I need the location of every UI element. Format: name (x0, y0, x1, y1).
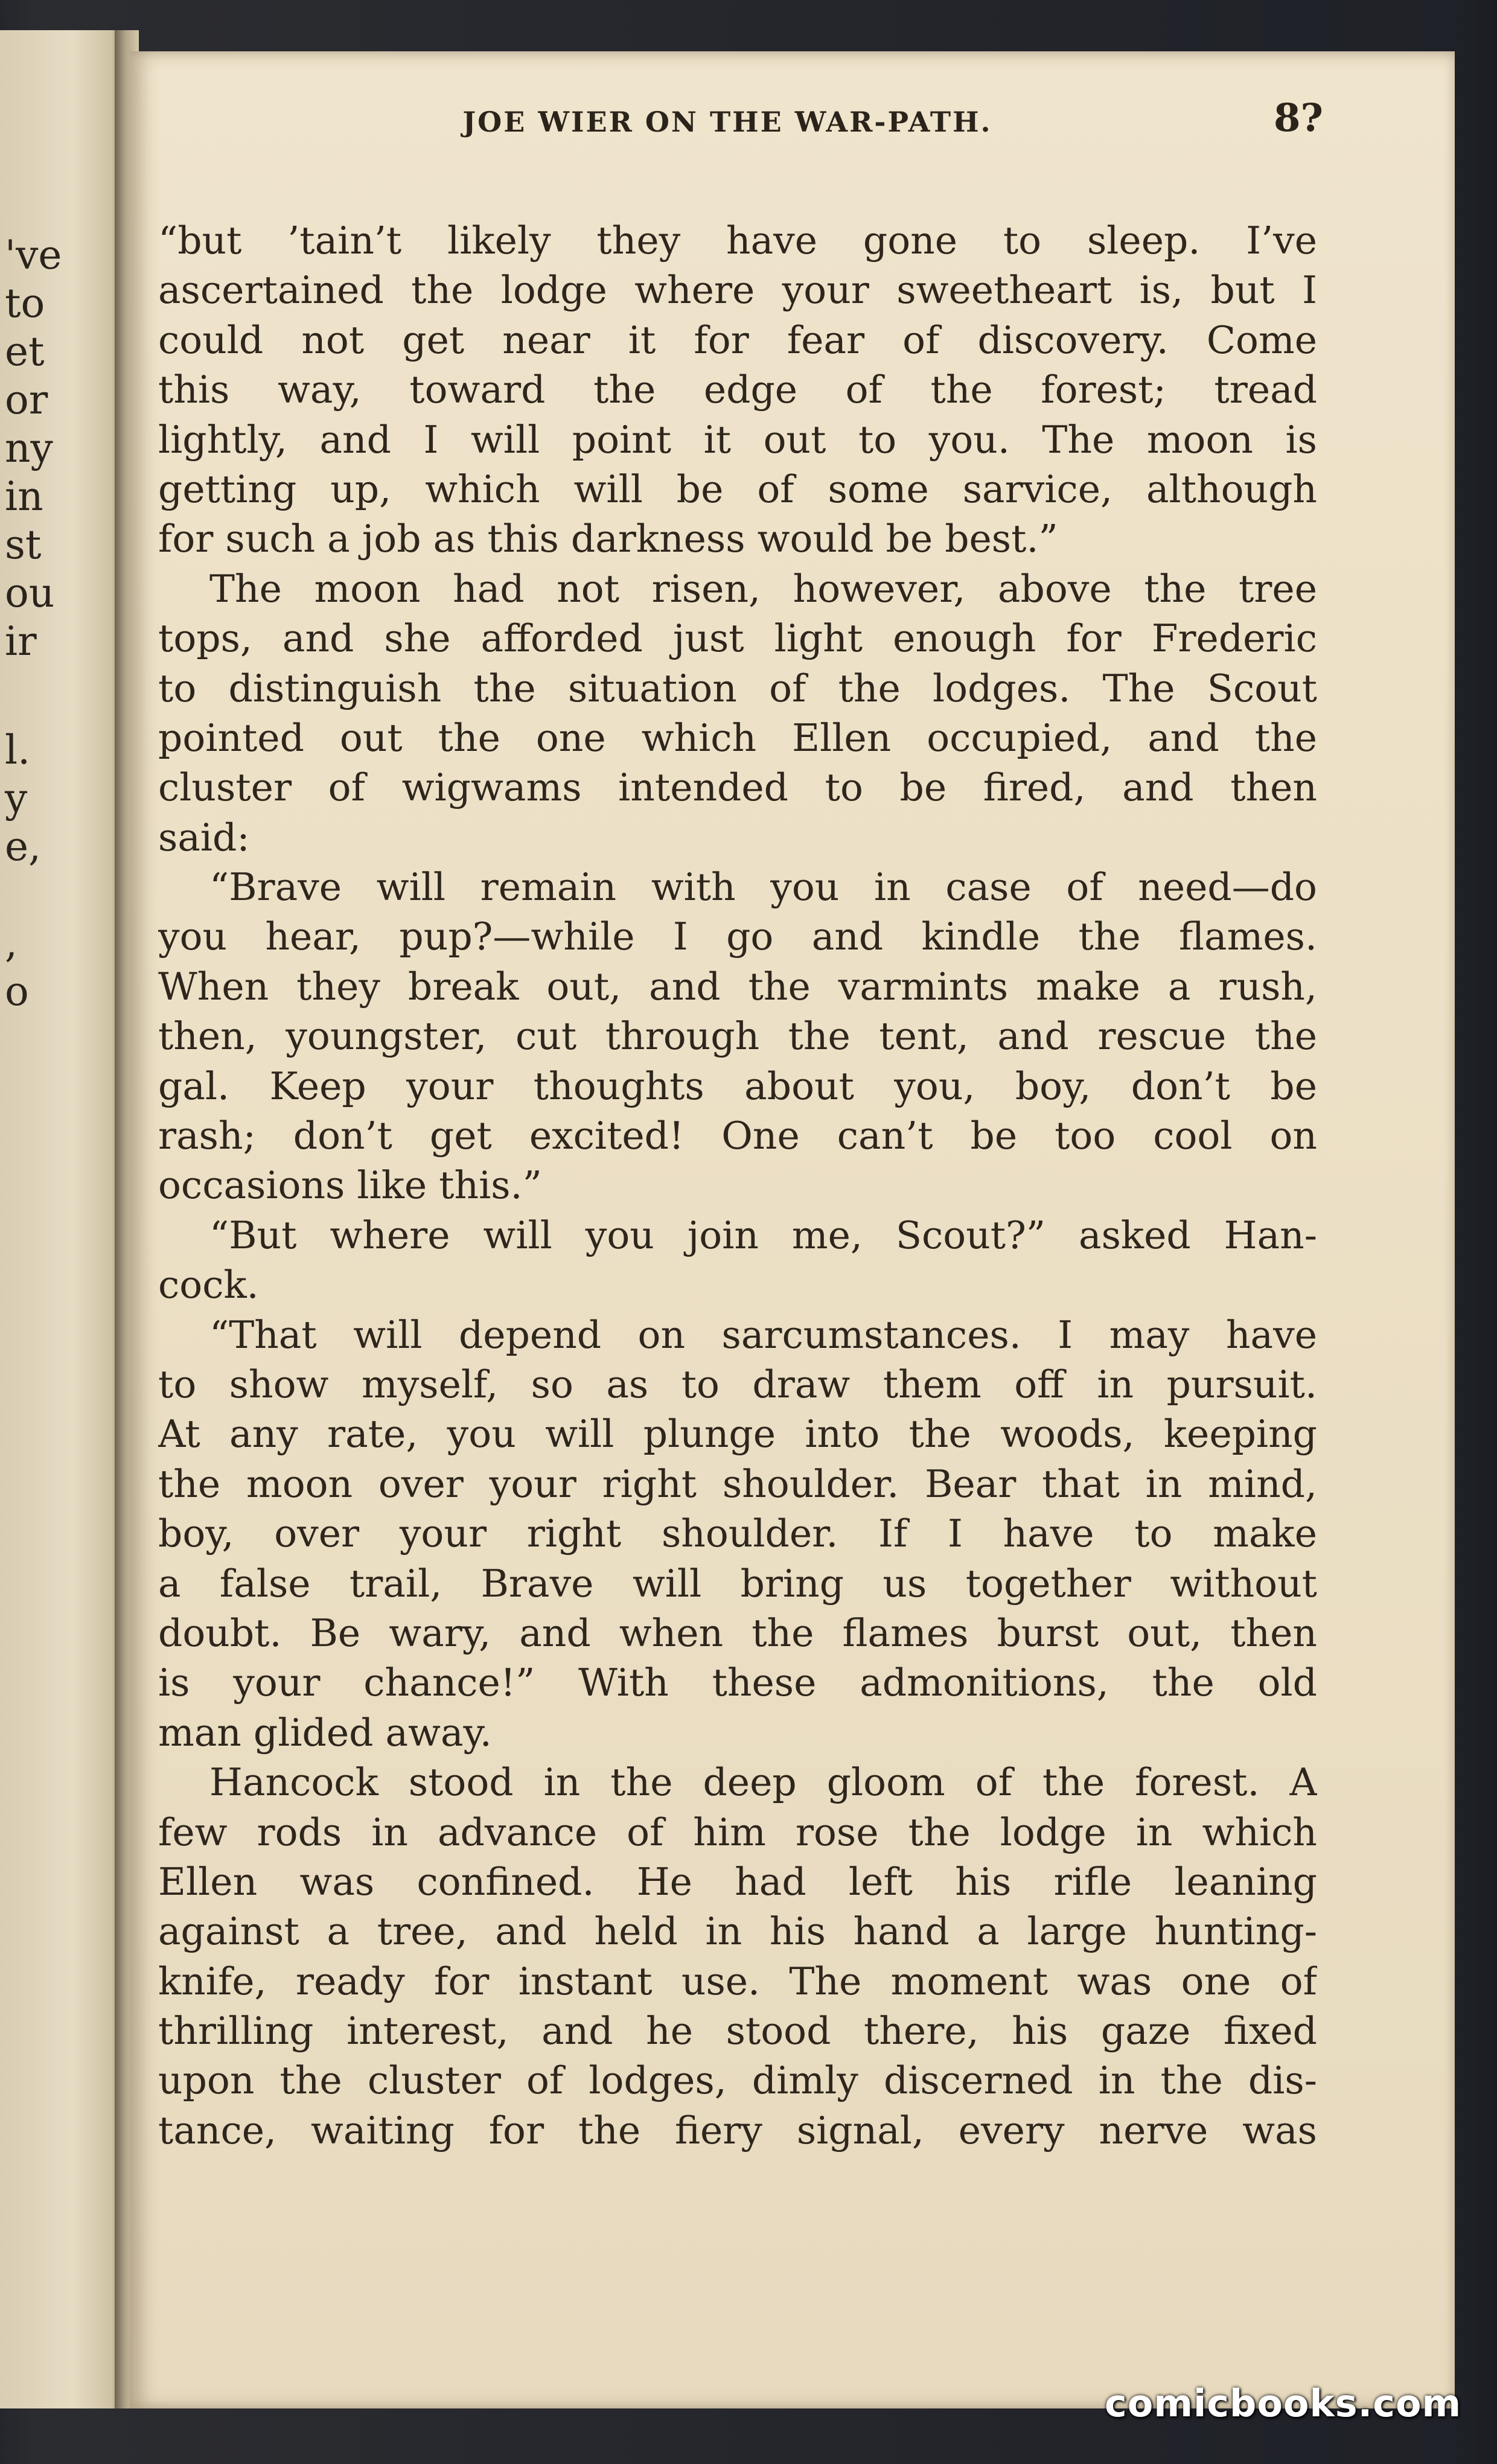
watermark-text: comicbooks.com (1105, 2381, 1462, 2425)
text-line: cock. (158, 1263, 259, 1307)
text-line: When they break out, and the varmints make a rush, (158, 964, 1317, 1009)
text-line: “Brave will remain with you in case of need—do (209, 865, 1317, 910)
text-line: “That will depend on sarcumstances. I may have (209, 1312, 1317, 1357)
text-line: The moon had not risen, however, above the tree (209, 566, 1317, 611)
text-line: a false trail, Brave will bring us together without (158, 1561, 1317, 1606)
text-line: thrilling interest, and he stood there, his gaze fixed (158, 2009, 1317, 2054)
text-line: cluster of wigwams intended to be fired, and then (158, 765, 1317, 810)
facing-page-fragment: ou (5, 570, 55, 616)
text-line: you hear, pup?—while I go and kindle the flames. (158, 914, 1317, 959)
text-line: lightly, and I will point it out to you. The moon is (158, 417, 1317, 462)
text-line: rash; don’t get excited! One can’t be too cool on (158, 1114, 1317, 1158)
text-line: this way, toward the edge of the forest; tread (158, 368, 1317, 412)
body-text (158, 216, 1317, 2156)
text-line: “But where will you join me, Scout?” asked Han- (209, 1213, 1317, 1257)
text-line: gal. Keep your thoughts about you, boy, don’t be (158, 1064, 1317, 1108)
facing-page-fragment: ir (5, 618, 37, 665)
text-line: ascertained the lodge where your sweetheart is, but I (158, 268, 1317, 313)
text-line: doubt. Be wary, and when the flames burst out, then (158, 1610, 1317, 1655)
facing-page-fragment: st (5, 522, 42, 568)
facing-page-fragment: y (5, 775, 28, 822)
text-line: to show myself, so as to draw them off in pursuit. (158, 1362, 1317, 1406)
text-line: tops, and she afforded just light enough for Frederic (158, 616, 1317, 661)
text-line: few rods in advance of him rose the lodge in which (158, 1810, 1317, 1854)
facing-page-fragment: ny (5, 425, 53, 471)
text-line: pointed out the one which Ellen occupied, and the (158, 715, 1317, 760)
facing-page-fragment: e, (5, 823, 42, 870)
facing-page-fragment: , (5, 920, 18, 966)
text-line: tance, waiting for the fiery signal, every nerve was (158, 2108, 1317, 2153)
text-line: then, youngster, cut through the tent, and rescue the (158, 1014, 1317, 1059)
facing-page-fragment: in (5, 473, 43, 520)
text-line: against a tree, and held in his hand a large hunting- (158, 1909, 1317, 1954)
text-line: “but ’tain’t likely they have gone to sleep. I’ve (158, 219, 1317, 263)
facing-page-fragment: or (5, 377, 48, 423)
running-head: JOE WIER ON THE WAR-PATH. (462, 106, 992, 138)
facing-page-edge (0, 30, 124, 2408)
text-line: to distinguish the situation of the lodges. The Scout (158, 666, 1317, 710)
text-line: man glided away. (158, 1710, 492, 1755)
facing-page-fragment: l. (5, 727, 31, 773)
text-line: knife, ready for instant use. The moment was one of (158, 1959, 1317, 2003)
text-line: Hancock stood in the deep gloom of the forest. A (209, 1760, 1317, 1805)
facing-page-fragment: et (5, 328, 45, 375)
page-number: 8? (1274, 95, 1324, 141)
text-line: said: (158, 815, 250, 860)
text-line: getting up, which will be of some sarvice, although (158, 467, 1317, 511)
text-line: the moon over your right shoulder. Bear that in mind, (158, 1461, 1317, 1506)
facing-page-fragment: 've (5, 232, 62, 278)
text-line: upon the cluster of lodges, dimly discerned in the dis- (158, 2058, 1317, 2103)
text-line: occasions like this.” (158, 1163, 542, 1208)
facing-page-fragment: o (5, 968, 29, 1015)
text-line: is your chance!” With these admonitions, the old (158, 1661, 1317, 1705)
text-line: could not get near it for fear of discovery. Come (158, 318, 1317, 362)
text-line: for such a job as this darkness would be best.” (158, 517, 1058, 561)
text-line: At any rate, you will plunge into the woods, keeping (158, 1412, 1317, 1457)
facing-page-fragment: to (5, 280, 45, 327)
text-line: Ellen was confined. He had left his rifle leaning (158, 1859, 1317, 1904)
text-line: boy, over your right shoulder. If I have to make (158, 1511, 1317, 1556)
